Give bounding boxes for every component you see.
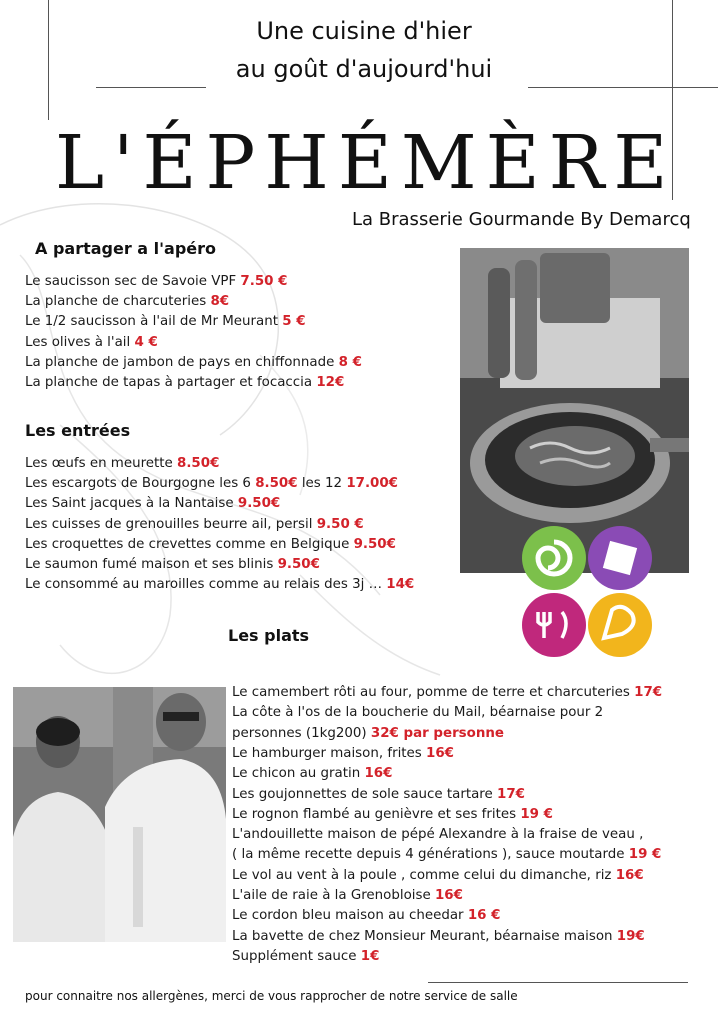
menu-item-price: 19 € <box>520 806 553 822</box>
tagline-line-1: Une cuisine d'hier <box>256 17 472 45</box>
menu-item-name: La côte à l'os de la boucherie du Mail, béarnaise pour 2 <box>232 705 604 721</box>
menu-item-price: 19€ <box>616 928 645 944</box>
menu-item <box>232 766 392 781</box>
menu-item <box>25 456 219 471</box>
menu-item-price: 14€ <box>386 577 415 593</box>
menu-item <box>232 908 500 923</box>
menu-item-name: La planche de jambon de pays en chiffonnade <box>25 354 339 370</box>
menu-item-price: 16€ <box>426 745 454 761</box>
menu-item-price: 9.50€ <box>237 496 281 512</box>
menu-item-name: Les escargots de Bourgogne les 6 <box>25 476 256 492</box>
menu-item-name: Le saumon fumé maison et ses blinis <box>25 557 278 572</box>
menu-item-price: 8.50€ <box>177 456 220 471</box>
menu-item <box>232 827 643 842</box>
menu-item-price: 8 € <box>338 354 362 370</box>
frame-line-top-right <box>528 87 718 88</box>
menu-item <box>232 949 379 964</box>
menu-item-name: Supplément sauce <box>232 948 361 964</box>
menu-item-name: Les goujonnettes de sole sauce tartare <box>232 786 498 802</box>
menu-item-name: Les œufs en meurette <box>25 456 178 471</box>
menu-item-price: 8.50€ <box>255 476 298 492</box>
menu-item <box>232 705 603 720</box>
menu-item-price: 9.50€ <box>277 557 320 572</box>
footer-divider <box>428 982 688 983</box>
menu-item-price: 9.50 € <box>316 516 364 532</box>
menu-item-name: Les cuisses de grenouilles beurre ail, persil <box>25 516 317 532</box>
restaurant-title: L'ÉPHÉMÈRE <box>55 120 677 206</box>
menu-item-price: 8€ <box>210 294 230 310</box>
menu-item-price-secondary: 17.00€ <box>346 476 398 492</box>
menu-item-price: 12€ <box>316 375 345 390</box>
menu-item-price: 5 € <box>282 314 306 330</box>
menu-item-name: Le consommé au maroilles comme au relais des 3j … <box>25 577 387 593</box>
menu-item-name: L'aile de raie à la Grenobloise <box>232 888 435 903</box>
logo-circle-yellow <box>588 593 652 657</box>
restaurant-subtitle: La Brasserie Gourmande By Demarcq <box>352 209 691 230</box>
menu-item <box>232 868 644 883</box>
allergens-note: pour connaitre nos allergènes, merci de vous rapprocher de notre service de salle <box>25 989 518 1003</box>
menu-item-name: Le 1/2 saucisson à l'ail de Mr Meurant <box>25 314 283 330</box>
menu-item-price: 1€ <box>360 948 380 964</box>
menu-item-name: La bavette de chez Monsieur Meurant, béarnaise maison <box>232 928 617 944</box>
menu-item <box>25 375 344 390</box>
brand-logo <box>516 520 684 660</box>
menu-item <box>25 274 287 289</box>
menu-item-name: Le chicon au gratin <box>232 766 365 782</box>
menu-item-price: 4 € <box>134 334 158 350</box>
menu-item <box>232 685 662 700</box>
menu-item <box>232 807 553 822</box>
menu-item-price: 16€ <box>434 888 463 903</box>
menu-item-name: ( la même recette depuis 4 générations ), sauce moutarde <box>232 847 629 863</box>
menu-item-name: L'andouillette maison de pépé Alexandre à la fraise de veau , <box>232 827 644 843</box>
menu-item-price: 7.50 € <box>240 274 288 289</box>
chefs-photo <box>13 687 226 942</box>
menu-item <box>232 929 645 944</box>
menu-item <box>232 847 661 862</box>
apero-heading: A partager a l'apéro <box>35 239 217 258</box>
menu-item <box>25 496 280 511</box>
menu-item <box>232 746 454 761</box>
entrees-heading: Les entrées <box>25 421 131 440</box>
menu-item <box>25 294 229 309</box>
menu-item-price: 32€ par personne <box>370 725 504 741</box>
menu-item <box>25 577 414 592</box>
menu-item-price: 17€ <box>634 685 663 700</box>
menu-item <box>25 335 158 350</box>
menu-item-name: La planche de charcuteries <box>25 294 211 310</box>
menu-item <box>25 476 398 491</box>
menu-item <box>232 888 463 903</box>
menu-item <box>25 355 362 370</box>
menu-item <box>25 314 306 329</box>
menu-item-name-secondary: les 12 <box>297 476 347 492</box>
menu-item-name: Le cordon bleu maison au cheedar <box>232 908 468 924</box>
menu-item-price: 9.50€ <box>353 536 396 552</box>
menu-item <box>25 537 396 552</box>
menu-item-name: Les croquettes de crevettes comme en Belgique <box>25 536 354 552</box>
frame-line-top-left <box>96 87 206 88</box>
menu-item-price: 17€ <box>497 786 525 802</box>
menu-item-price: 19 € <box>628 847 662 863</box>
menu-item-name: Le camembert rôti au four, pomme de terre et charcuteries <box>232 685 635 700</box>
menu-item <box>25 517 364 532</box>
menu-item-name: La planche de tapas à partager et focaccia <box>25 375 317 390</box>
menu-item-name: Les Saint jacques à la Nantaise <box>25 496 238 512</box>
menu-item-name: Le vol au vent à la poule , comme celui du dimanche, riz <box>232 867 616 883</box>
menu-item-name: Le hamburger maison, frites <box>232 745 427 761</box>
tagline-line-2: au goût d'aujourd'hui <box>235 55 493 83</box>
menu-item <box>232 726 504 741</box>
plats-heading: Les plats <box>228 626 310 645</box>
menu-item-price: 16€ <box>364 766 393 782</box>
logo-circle-magenta <box>522 593 586 657</box>
menu-item <box>25 557 320 572</box>
menu-item-price: 16 € <box>467 908 501 924</box>
logo-circle-green <box>522 526 586 590</box>
menu-item <box>232 787 525 802</box>
menu-item-name: Le rognon flambé au genièvre et ses frites <box>232 806 521 822</box>
menu-item-name: Les olives à l'ail <box>25 334 135 350</box>
menu-item-name: personnes (1kg200) <box>232 725 371 741</box>
menu-item-price: 16€ <box>615 867 644 883</box>
menu-item-name: Le saucisson sec de Savoie VPF <box>25 274 241 289</box>
